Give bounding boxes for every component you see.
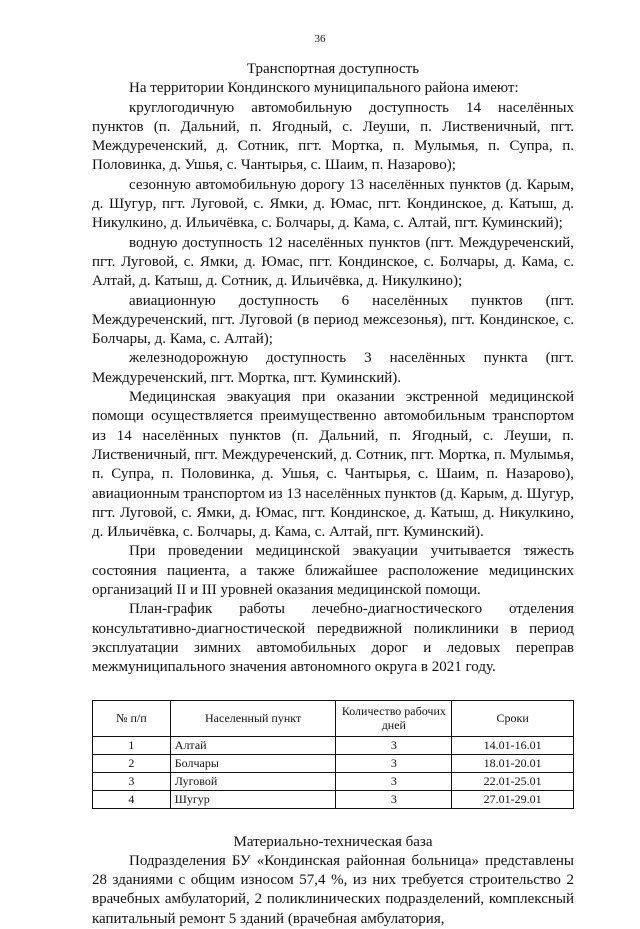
cell-dates: 14.01-16.01 [452,736,574,754]
cell-workdays: 3 [336,790,452,808]
table-row [93,736,574,754]
table-row [93,790,574,808]
paragraph: водную доступность 12 населённых пунктов (пгт. Междуреченский, пгт. Луговой, с. Ямки, д. Юмас, пгт. Кондинское, с. Болчары, д. Кама, с. Алтай, д. Катыш, д. Сотник, д. Ильичёвка, д. Никулкино); [92,234,574,290]
paragraph: Подразделения БУ «Кондинская районная больница» представлены 28 зданиями с общим износом 57,4 %, из них требуется строительство 2 врачебных амбулаторий, 2 поликлинических подразделений, комплексный капитальный ремонт 5 зданий (врачебная амбулатория, [92,852,574,927]
cell-settlement: Болчары [170,754,336,772]
cell-workdays: 3 [336,736,452,754]
page-number: 36 [314,33,326,45]
paragraph: железнодорожную доступность 3 населённых пункта (пгт. Междуреченский, пгт. Мортка, пгт. Куминский). [92,350,574,386]
paragraph: При проведении медицинской эвакуации учитывается тяжесть состояния пациента, а также ближайшее расположение медицинских организаций II и III уровней оказания медицинской помощи. [92,543,574,599]
cell-dates: 22.01-25.01 [452,772,574,790]
cell-dates: 18.01-20.01 [452,754,574,772]
paragraph: сезонную автомобильную дорогу 13 населённых пунктов (д. Карым, д. Шугур, пгт. Луговой, с. Ямки, д. Юмас, пгт. Кондинское, д. Катыш, д. Никулкино, д. Ильичёвка, с. Болчары, д. Кама, с. Алтай, пгт. Куминский); [92,176,574,232]
header-cell-settlement: Населенный пункт [170,700,336,736]
section-title-transport: Транспортная доступность [246,61,420,77]
cell-number: 4 [93,790,171,808]
table-row [93,772,574,790]
cell-number: 1 [93,736,171,754]
table-row [93,754,574,772]
cell-settlement: Алтай [170,736,336,754]
cell-dates: 27.01-29.01 [452,790,574,808]
paragraph: На территории Кондинского муниципального района имеют: [129,80,519,97]
header-cell-workdays: Количество рабочих дней [336,700,452,736]
cell-settlement: Луговой [170,772,336,790]
section-title-material-base: Материально-техническая база [233,833,433,850]
paragraph: План-график работы лечебно-диагностического отделения консультативно-диагностической передвижной поликлиники в период эксплуатации зимних автомобильных дорог и ледовых переправ межмуниципального значения автономного округа в 2021 году. [92,601,574,676]
paragraph: авиационную доступность 6 населённых пунктов (пгт. Междуреченский, пгт. Луговой (в период межсезонья), пгт. Кондинское, с. Болчары, д. Кама, с. Алтай); [92,292,574,348]
cell-workdays: 3 [336,772,452,790]
page-content [92,60,574,929]
schedule-table [92,700,574,809]
header-cell-dates: Сроки [452,700,574,736]
cell-number: 2 [93,754,171,772]
cell-number: 3 [93,772,171,790]
cell-settlement: Шугур [170,790,336,808]
paragraph: Медицинская эвакуация при оказании экстренной медицинской помощи осуществляется преимущественно автомобильным транспортом из 14 населённых пунктов (п. Дальний, п. Ягодный, с. Леуши, п. Лиственичный, пгт. Междуреченский, д. Сотник, пгт. Мортка, п. Мулымья, п. Супра, п. Половинка, д. Ушья, с. Чантырья, с. Шаим, п. Назарово), авиационным транспортом из 13 населённых пунктов (д. Карым, д. Шугур, пгт. Луговой, с. Ямки, д. Юмас, пгт. Кондинское, д. Катыш, д. Никулкино, д. Ильичёвка, с. Болчары, д. Кама, с. Алтай, пгт. Куминский). [92,389,574,541]
table-header-row [93,700,574,736]
header-cell-number: № п/п [93,700,171,736]
paragraph: круглогодичную автомобильную доступность 14 населённых пунктов (п. Дальний, п. Ягодный, с. Леуши, п. Лиственичный, пгт. Междуреченский, д. Сотник, пгт. Мортка, п. Мулымья, п. Супра, п. Половинка, д. Ушья, с. Чантырья, с. Шаим, п. Назарово); [92,99,574,174]
cell-workdays: 3 [336,754,452,772]
